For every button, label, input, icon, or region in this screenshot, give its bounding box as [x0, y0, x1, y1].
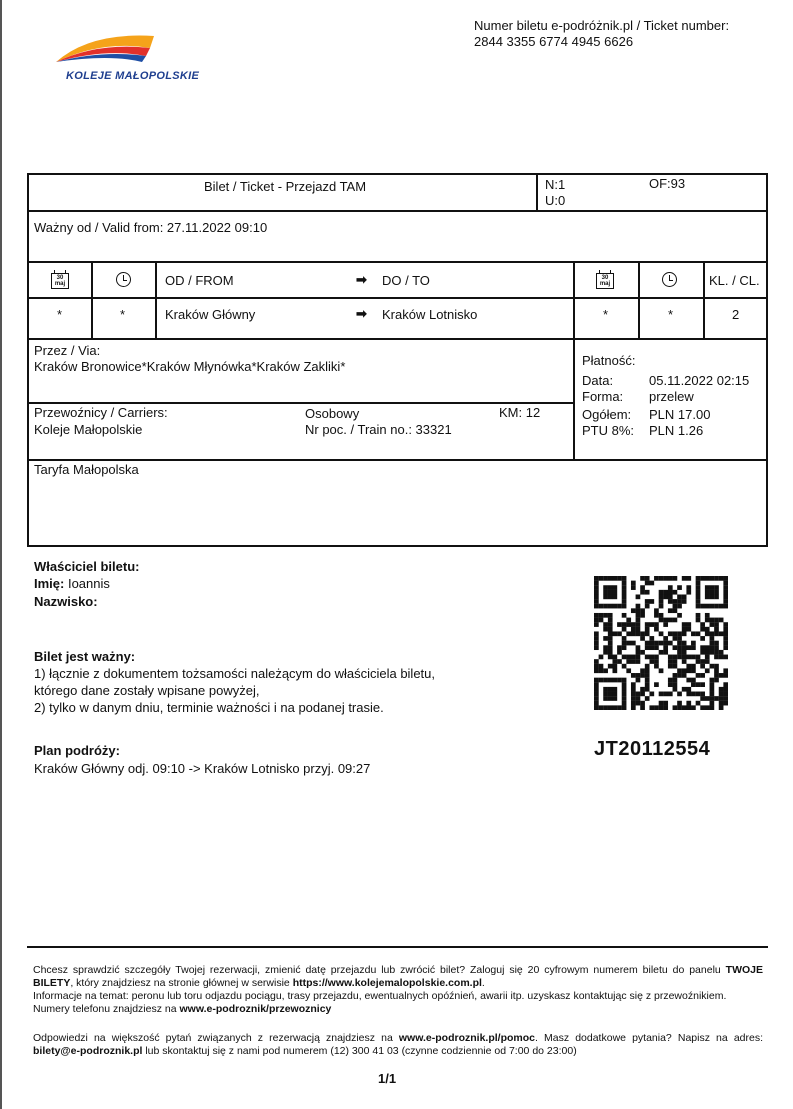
payment-title: Płatność: — [582, 353, 636, 368]
clock-icon — [116, 272, 131, 287]
page-number: 1/1 — [378, 1071, 397, 1086]
ticket-number-block — [474, 18, 729, 50]
owner-name-row — [34, 576, 110, 591]
ticket-title: Bilet / Ticket - Przejazd TAM — [204, 179, 367, 194]
from-date: * — [57, 307, 63, 322]
payment-form-label: Forma: — [582, 389, 624, 404]
name-label: Imię: — [34, 576, 65, 591]
divider — [573, 261, 575, 460]
payment-ptu: PLN 1.26 — [649, 423, 704, 438]
reservation-code: JT20112554 — [594, 738, 711, 760]
via-route: Kraków Bronowice*Kraków Młynówka*Kraków Zakliki* — [34, 359, 346, 374]
carrier-name: Koleje Małopolskie — [34, 422, 143, 437]
divider — [27, 459, 768, 461]
owner-title: Właściciel biletu: — [34, 559, 140, 574]
payment-total: PLN 17.00 — [649, 407, 711, 422]
owner-name: Ioannis — [67, 576, 110, 591]
to-header: DO / TO — [382, 273, 430, 288]
validity-line3: 2) tylko w danym dniu, terminie ważności i na podanej trasie. — [34, 700, 384, 715]
validity-title: Bilet jest ważny: — [34, 649, 136, 664]
km-value: KM: 12 — [499, 405, 541, 420]
train-number: Nr poc. / Train no.: 33321 — [305, 422, 452, 437]
ticket-number-label: Numer biletu e-podróżnik.pl / Ticket number: — [474, 18, 730, 33]
from-time: * — [120, 307, 126, 322]
payment-form: przelew — [649, 389, 694, 404]
payment-date: 05.11.2022 02:15 — [649, 373, 750, 388]
divider — [27, 402, 575, 404]
validity-line2: którego dane zostały wpisane powyżej, — [34, 683, 260, 698]
divider — [27, 210, 768, 212]
calendar-icon: 30 maj — [596, 273, 614, 289]
to-station: Kraków Lotnisko — [382, 307, 478, 322]
clock-icon — [662, 272, 677, 287]
arrow-right-icon: ➡ — [356, 272, 367, 287]
plan-title: Plan podróży: — [34, 743, 120, 758]
divider — [27, 338, 768, 340]
validity-line1: 1) łącznie z dokumentem tożsamości należącym do właściciela biletu, — [34, 666, 436, 681]
payment-ptu-label: PTU 8%: — [582, 423, 635, 438]
valid-from: Ważny od / Valid from: 27.11.2022 09:10 — [34, 220, 268, 235]
qr-code — [594, 576, 728, 710]
divider — [155, 261, 157, 339]
divider — [27, 297, 768, 299]
calendar-icon: 30 maj — [51, 273, 69, 289]
divider — [638, 261, 640, 339]
footer-help: Odpowiedzi na większość pytań związanych z rezerwacją znajdziesz na www.e-podroznik.pl/pomoc. Masz dodatkowe pytania? Napisz na adres: bilety@e-podroznik.pl lub skontaktuj się z nami pod numerem (12) 300 41 03 (czynne codziennie od 7:00 do 23:00) — [33, 1032, 764, 1057]
divider — [536, 173, 538, 211]
plan-text: Kraków Główny odj. 09:10 -> Kraków Lotnisko przyj. 09:27 — [34, 761, 371, 776]
to-time: * — [668, 307, 674, 322]
via-label: Przez / Via: — [34, 343, 101, 358]
logo-text: KOLEJE MAŁOPOLSKIE — [66, 70, 200, 82]
class-value: 2 — [732, 307, 740, 322]
footer-info: Chcesz sprawdzić szczegóły Twojej rezerwacji, zmienić datę przejazdu lub zwrócić bilet? Zaloguj się 20 cyfrowym numerem biletu do panelu TWOJE BILETY, który znajdziesz na stronie głównej w serwisie https://www.kolejemalopolskie.com.pl. Informacje na temat: peronu lub toru odjazdu pociągu, trasy przejazdu, ewentualnych opóźnień, awarii itp. uzyskasz kontaktując się z przewoźnikiem. Numery telefonu znajdziesz na www.e-podroznik/przewoznicy — [33, 964, 763, 1015]
page-edge — [0, 0, 2, 1109]
ticket-number-value: 2844 3355 6774 4945 6626 — [474, 34, 634, 49]
divider — [703, 261, 705, 339]
arrow-right-icon: ➡ — [356, 306, 367, 321]
divider — [27, 261, 768, 263]
of-value: OF:93 — [649, 176, 686, 191]
u-value: U:0 — [545, 193, 566, 208]
divider — [91, 261, 93, 339]
class-header: KL. / CL. — [709, 273, 760, 288]
n-value: N:1 — [545, 177, 566, 192]
train-type: Osobowy — [305, 406, 360, 421]
to-date: * — [603, 307, 609, 322]
from-station: Kraków Główny — [165, 307, 256, 322]
payment-date-label: Data: — [582, 373, 614, 388]
carriers-label: Przewoźnicy / Carriers: — [34, 405, 168, 420]
payment-total-label: Ogółem: — [582, 407, 632, 422]
surname-label: Nazwisko: — [34, 594, 98, 609]
tariff: Taryfa Małopolska — [34, 462, 139, 477]
from-header: OD / FROM — [165, 273, 234, 288]
footer-divider — [27, 946, 768, 948]
